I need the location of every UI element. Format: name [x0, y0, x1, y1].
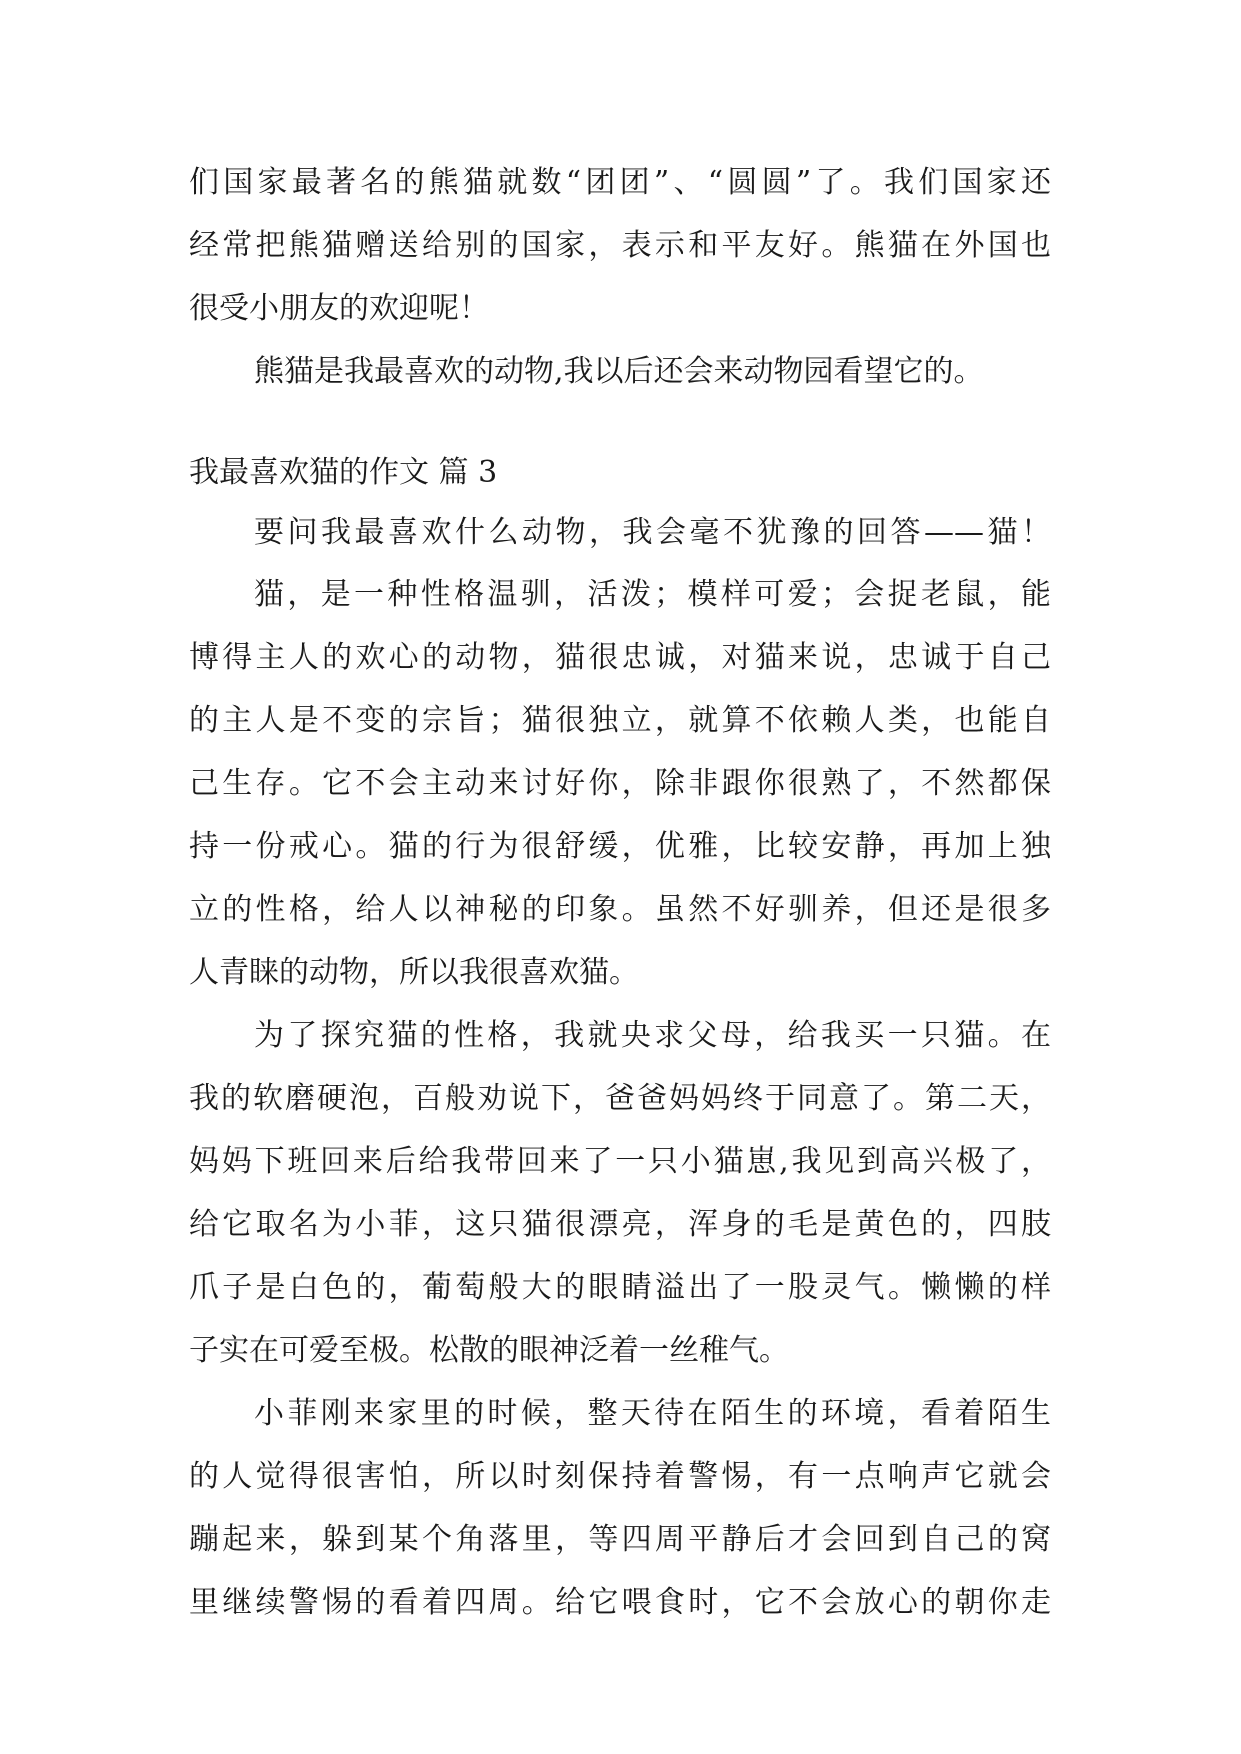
paragraph-line: 很受小朋友的欢迎呢！ — [189, 291, 489, 326]
paragraph-line: 博得主人的欢心的动物，猫很忠诚，对猫来说，忠诚于自己 — [189, 640, 1051, 675]
paragraph-line: 爪子是白色的，葡萄般大的眼睛溢出了一股灵气。懒懒的样 — [189, 1270, 1051, 1305]
paragraph-line: 妈妈下班回来后给我带回来了一只小猫崽,我见到高兴极了， — [189, 1144, 1051, 1179]
paragraph-line: 的主人是不变的宗旨；猫很独立，就算不依赖人类，也能自 — [189, 703, 1051, 738]
paragraph-line: 为了探究猫的性格，我就央求父母，给我买一只猫。在 — [254, 1018, 1051, 1053]
paragraph-line: 熊猫是我最喜欢的动物,我以后还会来动物园看望它的。 — [254, 354, 984, 389]
paragraph-line: 经常把熊猫赠送给别的国家，表示和平友好。熊猫在外国也 — [189, 228, 1051, 263]
paragraph-line: 子实在可爱至极。松散的眼神泛着一丝稚气。 — [189, 1333, 789, 1368]
paragraph-line: 蹦起来，躲到某个角落里，等四周平静后才会回到自己的窝 — [189, 1522, 1051, 1557]
section-heading: 我最喜欢猫的作文 篇 3 — [189, 455, 498, 490]
paragraph-line: 人青睐的动物，所以我很喜欢猫。 — [189, 955, 639, 990]
paragraph-line: 给它取名为小菲，这只猫很漂亮，浑身的毛是黄色的，四肢 — [189, 1207, 1051, 1242]
paragraph-line: 们国家最著名的熊猫就数“团团”、“圆圆”了。我们国家还 — [189, 165, 1051, 200]
paragraph-line: 己生存。它不会主动来讨好你，除非跟你很熟了，不然都保 — [189, 766, 1051, 801]
paragraph-line: 的人觉得很害怕，所以时刻保持着警惕，有一点响声它就会 — [189, 1459, 1051, 1494]
paragraph-line: 立的性格，给人以神秘的印象。虽然不好驯养，但还是很多 — [189, 892, 1051, 927]
paragraph-line: 持一份戒心。猫的行为很舒缓，优雅，比较安静，再加上独 — [189, 829, 1051, 864]
paragraph-line: 猫，是一种性格温驯，活泼；模样可爱；会捉老鼠，能 — [254, 577, 1051, 612]
paragraph-line: 我的软磨硬泡，百般劝说下，爸爸妈妈终于同意了。第二天， — [189, 1081, 1051, 1116]
paragraph-line: 要问我最喜欢什么动物，我会毫不犹豫的回答——猫！ — [254, 515, 1051, 550]
paragraph-line: 小菲刚来家里的时候，整天待在陌生的环境，看着陌生 — [254, 1396, 1051, 1431]
paragraph-line: 里继续警惕的看着四周。给它喂食时，它不会放心的朝你走 — [189, 1585, 1051, 1620]
